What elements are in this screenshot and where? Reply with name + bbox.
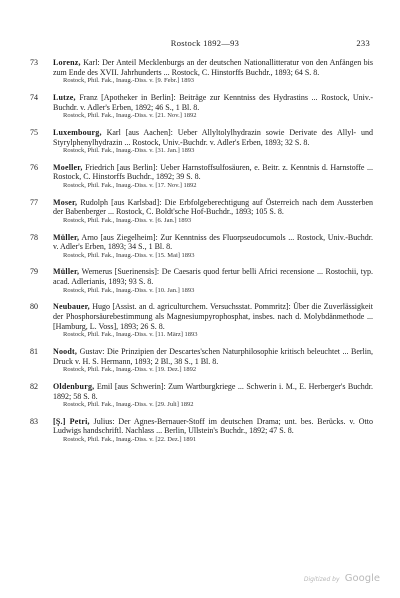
bibliography-entry xyxy=(28,198,373,225)
entry-dissertation-note: Rostock, Phil. Fak., Inaug.-Diss. v. [15. Mai] 1893 xyxy=(63,251,195,259)
entry-details: Julius: Der Agnes-Bernauer-Stoff im deutschen Drama; unt. bes. Berücks. v. Otto Ludwigs handschriftl. Nachlass ... Berlin, Ullstein's Buchdr., 1892; 47 S. 8. xyxy=(53,416,373,436)
entry-text xyxy=(53,347,373,366)
entry-details: Franz [Apotheker in Berlin]: Beiträge zur Kenntniss des Hydrastins ... Rostock, Univ.-Buchdr. v. Adler's Erben, 1892; 46 S., 1 Bl. 8. xyxy=(53,92,373,112)
entry-number: 79 xyxy=(30,267,38,277)
entry-text xyxy=(53,93,373,112)
bibliography-list xyxy=(28,58,373,452)
page-number: 233 xyxy=(356,38,370,48)
entry-number: 78 xyxy=(30,232,38,242)
entry-dissertation-note: Rostock, Phil. Fak., Inaug.-Diss. v. [31. Jan.] 1893 xyxy=(63,147,195,155)
bibliography-entry xyxy=(28,267,373,294)
entry-dissertation-note: Rostock, Phil. Fak., Inaug.-Diss. v. [29. Juli] 1892 xyxy=(63,401,194,409)
entry-text xyxy=(53,267,373,286)
bibliography-entry xyxy=(28,163,373,190)
entry-author: Oldenburg, xyxy=(53,381,95,391)
entry-dissertation-note: Rostock, Phil. Fak., Inaug.-Diss. v. [19. Dez.] 1892 xyxy=(63,366,197,374)
bibliography-entry xyxy=(28,233,373,260)
bibliography-entry xyxy=(28,93,373,120)
entry-details: Karl: Der Anteil Mecklenburgs an der deutschen Nationallitteratur von den Anfängen bis zum Ende des XVII. Jahrhunderts ... Rostock, C. Hinstorffs Buchdr., 1893; 64 S. 8. xyxy=(53,58,374,77)
entry-dissertation-note: Rostock, Phil. Fak., Inaug.-Diss. v. [11. März] 1893 xyxy=(63,331,198,339)
entry-author: Lorenz, xyxy=(53,58,81,67)
entry-details: Hugo [Assist. an d. agriculturchem. Versuchsstat. Pommritz]: Über die Zuverlässigkeit der Phosphorsäurebestimmung als Magnesiumpyrophosphat, insbes. nach d. Molybdänmethode ... [Hamburg, L. Voss], 1893; 26 S. 8. xyxy=(53,302,374,331)
entry-details: Karl [aus Aachen]: Ueber Allyltolylhydrazin sowie Derivate des Allyl- und Styrylphenylhydrazin ... Rostock, Univ.-Buchdr. v. Adler's Erben, 1893; 32 S. 8. xyxy=(53,127,374,147)
entry-text xyxy=(53,58,373,77)
bibliography-entry xyxy=(28,417,373,444)
entry-number: 82 xyxy=(30,381,38,391)
entry-details: Friedrich [aus Berlin]: Ueber Harnstoffsulfosäuren, e. Beitr. z. Kenntnis d. Harnstoffe ... Rostock, C. Hinstorffs Buchdr., 1892; 39 S. 8. xyxy=(53,162,374,182)
entry-details: Gustav: Die Prinzipien der Descartes'schen Naturphilosophie kritisch beleuchtet ... Berlin, Druck v. H. S. Hermann, 1893; 2 Bl., 38 S., 1 Bl. 8. xyxy=(53,346,374,366)
entry-author: Noodt, xyxy=(53,346,78,356)
entry-author: Neubauer, xyxy=(53,302,90,312)
entry-author: Moeller, xyxy=(53,162,83,172)
entry-text xyxy=(53,198,373,217)
entry-number: 76 xyxy=(30,162,38,172)
bibliography-entry xyxy=(28,128,373,155)
entry-dissertation-note: Rostock, Phil. Fak., Inaug.-Diss. v. [17. Nov.] 1892 xyxy=(63,182,197,190)
entry-author: Luxembourg, xyxy=(53,127,102,137)
running-head xyxy=(40,38,370,52)
bibliography-entry xyxy=(28,382,373,409)
entry-dissertation-note: Rostock, Phil. Fak., Inaug.-Diss. v. [9. Febr.] 1893 xyxy=(63,77,195,85)
watermark-brand: Google xyxy=(344,573,380,584)
running-title: Rostock 1892—93 xyxy=(170,38,240,48)
entry-number: 73 xyxy=(30,58,38,67)
entry-number: 77 xyxy=(30,197,38,207)
entry-author: Moser, xyxy=(53,197,78,207)
entry-text xyxy=(53,302,373,331)
bibliography-entry xyxy=(28,58,373,85)
entry-details: Wernerus [Suerinensis]: De Caesaris quod fertur belli Africi recensione ... Rostochii, typ. acad. Adlerianis, 1893; 93 S. 8. xyxy=(53,267,374,287)
entry-number: 75 xyxy=(30,127,38,137)
bibliography-entry xyxy=(28,347,373,374)
entry-number: 83 xyxy=(30,416,38,426)
entry-text xyxy=(53,417,373,436)
entry-author: Lutze, xyxy=(53,92,76,102)
entry-number: 74 xyxy=(30,92,38,102)
entry-dissertation-note: Rostock, Phil. Fak., Inaug.-Diss. v. [10. Jan.] 1893 xyxy=(63,286,195,294)
digitized-by-google-watermark xyxy=(304,573,380,584)
entry-text xyxy=(53,163,373,182)
entry-author: [Ş.] Petri, xyxy=(53,416,90,426)
watermark-prefix: Digitized by xyxy=(303,576,340,583)
entry-number: 80 xyxy=(30,302,38,312)
entry-author: Müller, xyxy=(53,267,80,277)
entry-dissertation-note: Rostock, Phil. Fak., Inaug.-Diss. v. [22. Dez.] 1891 xyxy=(63,436,197,444)
entry-number: 81 xyxy=(30,346,38,356)
entry-details: Arno [aus Ziegelheim]: Zur Kenntniss des Fluorpseudocumols ... Rostock, Univ.-Buchdr. v. Adler's Erben, 1893; 34 S., 1 Bl. 8. xyxy=(53,232,374,252)
bibliography-entry xyxy=(28,302,373,339)
entry-dissertation-note: Rostock, Phil. Fak., Inaug.-Diss. v. [21. Nov.] 1892 xyxy=(63,112,197,120)
entry-text xyxy=(53,128,373,147)
entry-details: Rudolph [aus Karlsbad]: Die Erbfolgeberechtigung auf Österreich nach dem Aussterben der Babenberger ... Rostock, C. Boldt'sche Hof-Buchdr., 1893; 105 S. 8. xyxy=(53,197,373,217)
entry-details: Emil [aus Schwerin]: Zum Wartburgkriege ... Schwerin i. M., E. Herberger's Buchdr. 1892; 58 S. 8. xyxy=(53,381,374,401)
entry-text xyxy=(53,382,373,401)
entry-author: Müller, xyxy=(53,232,80,242)
entry-dissertation-note: Rostock, Phil. Fak., Inaug.-Diss. v. [6. Jan.] 1893 xyxy=(63,217,192,225)
entry-text xyxy=(53,233,373,252)
